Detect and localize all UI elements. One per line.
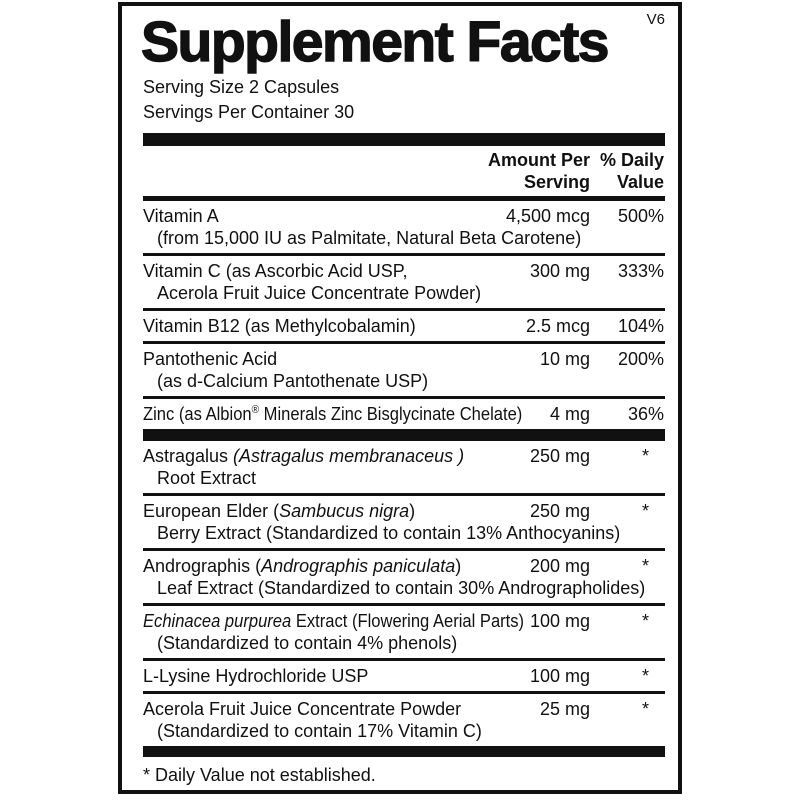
- name-text: Vitamin B12 (as Methylcobalamin): [143, 316, 416, 336]
- amount-value: 100 mg: [529, 666, 590, 686]
- registered-mark: ®: [251, 404, 260, 416]
- table-column-header: [143, 146, 665, 196]
- daily-value: 333%: [617, 261, 664, 281]
- name-text: Astragalus: [143, 446, 234, 466]
- ingredient-detail: Root Extract: [157, 468, 257, 488]
- dv-header-line2: Value: [616, 172, 664, 192]
- amount-value: 300 mg: [529, 261, 590, 281]
- amount-value: 100 mg: [529, 611, 590, 631]
- table-row: [143, 548, 665, 603]
- daily-value: *: [641, 556, 649, 576]
- table-row: [143, 308, 665, 341]
- divider-bar-bottom: [143, 746, 665, 757]
- daily-value: 104%: [617, 316, 664, 336]
- name-text: Vitamin A: [143, 206, 219, 226]
- daily-value-header: [600, 149, 664, 193]
- name-text: European Elder (: [143, 501, 280, 521]
- daily-value: 500%: [617, 206, 664, 226]
- name-text: ): [409, 501, 416, 521]
- table-row: [143, 493, 665, 548]
- name-text: Pantothenic Acid: [143, 349, 278, 369]
- table-row: [143, 658, 665, 691]
- serving-size: Serving Size 2 Capsules: [143, 77, 340, 97]
- ingredient-detail: Leaf Extract (Standardized to contain 30% Andrographolides): [157, 578, 646, 598]
- amount-value: 10 mg: [539, 349, 590, 369]
- ingredient-detail: Berry Extract (Standardized to contain 13% Anthocyanins): [157, 523, 621, 543]
- divider-bar-top: [143, 133, 665, 146]
- daily-value: 36%: [627, 404, 664, 424]
- daily-value: *: [641, 699, 649, 719]
- name-text: Zinc (as Albion: [143, 404, 252, 424]
- amount-value: 250 mg: [529, 501, 590, 521]
- version-tag: V6: [646, 11, 665, 28]
- servings-per-container: Servings Per Container 30: [143, 102, 355, 122]
- botanical-name: Andrographis paniculata: [261, 556, 456, 576]
- amount-header-line2: Serving: [523, 172, 590, 192]
- botanical-name: Echinacea purpurea: [143, 611, 292, 631]
- table-row: [143, 441, 665, 493]
- daily-value: *: [641, 446, 649, 466]
- daily-value: 200%: [617, 349, 664, 369]
- name-text: Extract (Flowering Aerial Parts): [291, 611, 525, 631]
- divider-bar-middle: [143, 429, 665, 441]
- ingredient-detail: (Standardized to contain 4% phenols): [157, 633, 458, 653]
- ingredient-detail: (as d-Calcium Pantothenate USP): [157, 371, 429, 391]
- panel-title: Supplement Facts: [141, 10, 608, 74]
- botanical-name: Sambucus nigra: [279, 501, 410, 521]
- supplement-facts-panel: [118, 2, 682, 794]
- amount-header-line1: Amount Per: [487, 150, 590, 170]
- ingredient-detail: Acerola Fruit Juice Concentrate Powder): [157, 283, 482, 303]
- amount-value: 250 mg: [529, 446, 590, 466]
- table-row: [143, 253, 665, 308]
- daily-value: *: [641, 501, 649, 521]
- table-row: [143, 341, 665, 396]
- table-row: [143, 603, 665, 658]
- name-text: ): [455, 556, 462, 576]
- name-text: Minerals Zinc Bisglycinate Chelate): [259, 404, 523, 424]
- name-text: Andrographis (: [143, 556, 262, 576]
- daily-value-footnote: * Daily Value not established.: [143, 765, 376, 785]
- table-row: [143, 396, 665, 429]
- name-text: Acerola Fruit Juice Concentrate Powder: [143, 699, 462, 719]
- serving-info: [143, 75, 665, 125]
- ingredient-detail: (from 15,000 IU as Palmitate, Natural Beta Carotene): [157, 228, 582, 248]
- amount-value: 4,500 mcg: [505, 206, 590, 226]
- table-row: [143, 201, 665, 253]
- daily-value: *: [641, 611, 649, 631]
- amount-value: 2.5 mcg: [525, 316, 590, 336]
- daily-value: *: [641, 666, 649, 686]
- amount-per-serving-header: [488, 149, 590, 193]
- table-row: [143, 691, 665, 746]
- amount-value: 25 mg: [539, 699, 590, 719]
- ingredient-detail: (Standardized to contain 17% Vitamin C): [157, 721, 482, 741]
- botanicals-section: [143, 441, 665, 746]
- nutrients-section: [143, 201, 665, 429]
- amount-value: 4 mg: [549, 404, 590, 424]
- name-text: L-Lysine Hydrochloride USP: [143, 666, 369, 686]
- botanical-name: (Astragalus membranaceus ): [233, 446, 465, 466]
- name-text: Vitamin C (as Ascorbic Acid USP,: [143, 261, 408, 281]
- amount-value: 200 mg: [529, 556, 590, 576]
- dv-header-line1: % Daily: [599, 150, 664, 170]
